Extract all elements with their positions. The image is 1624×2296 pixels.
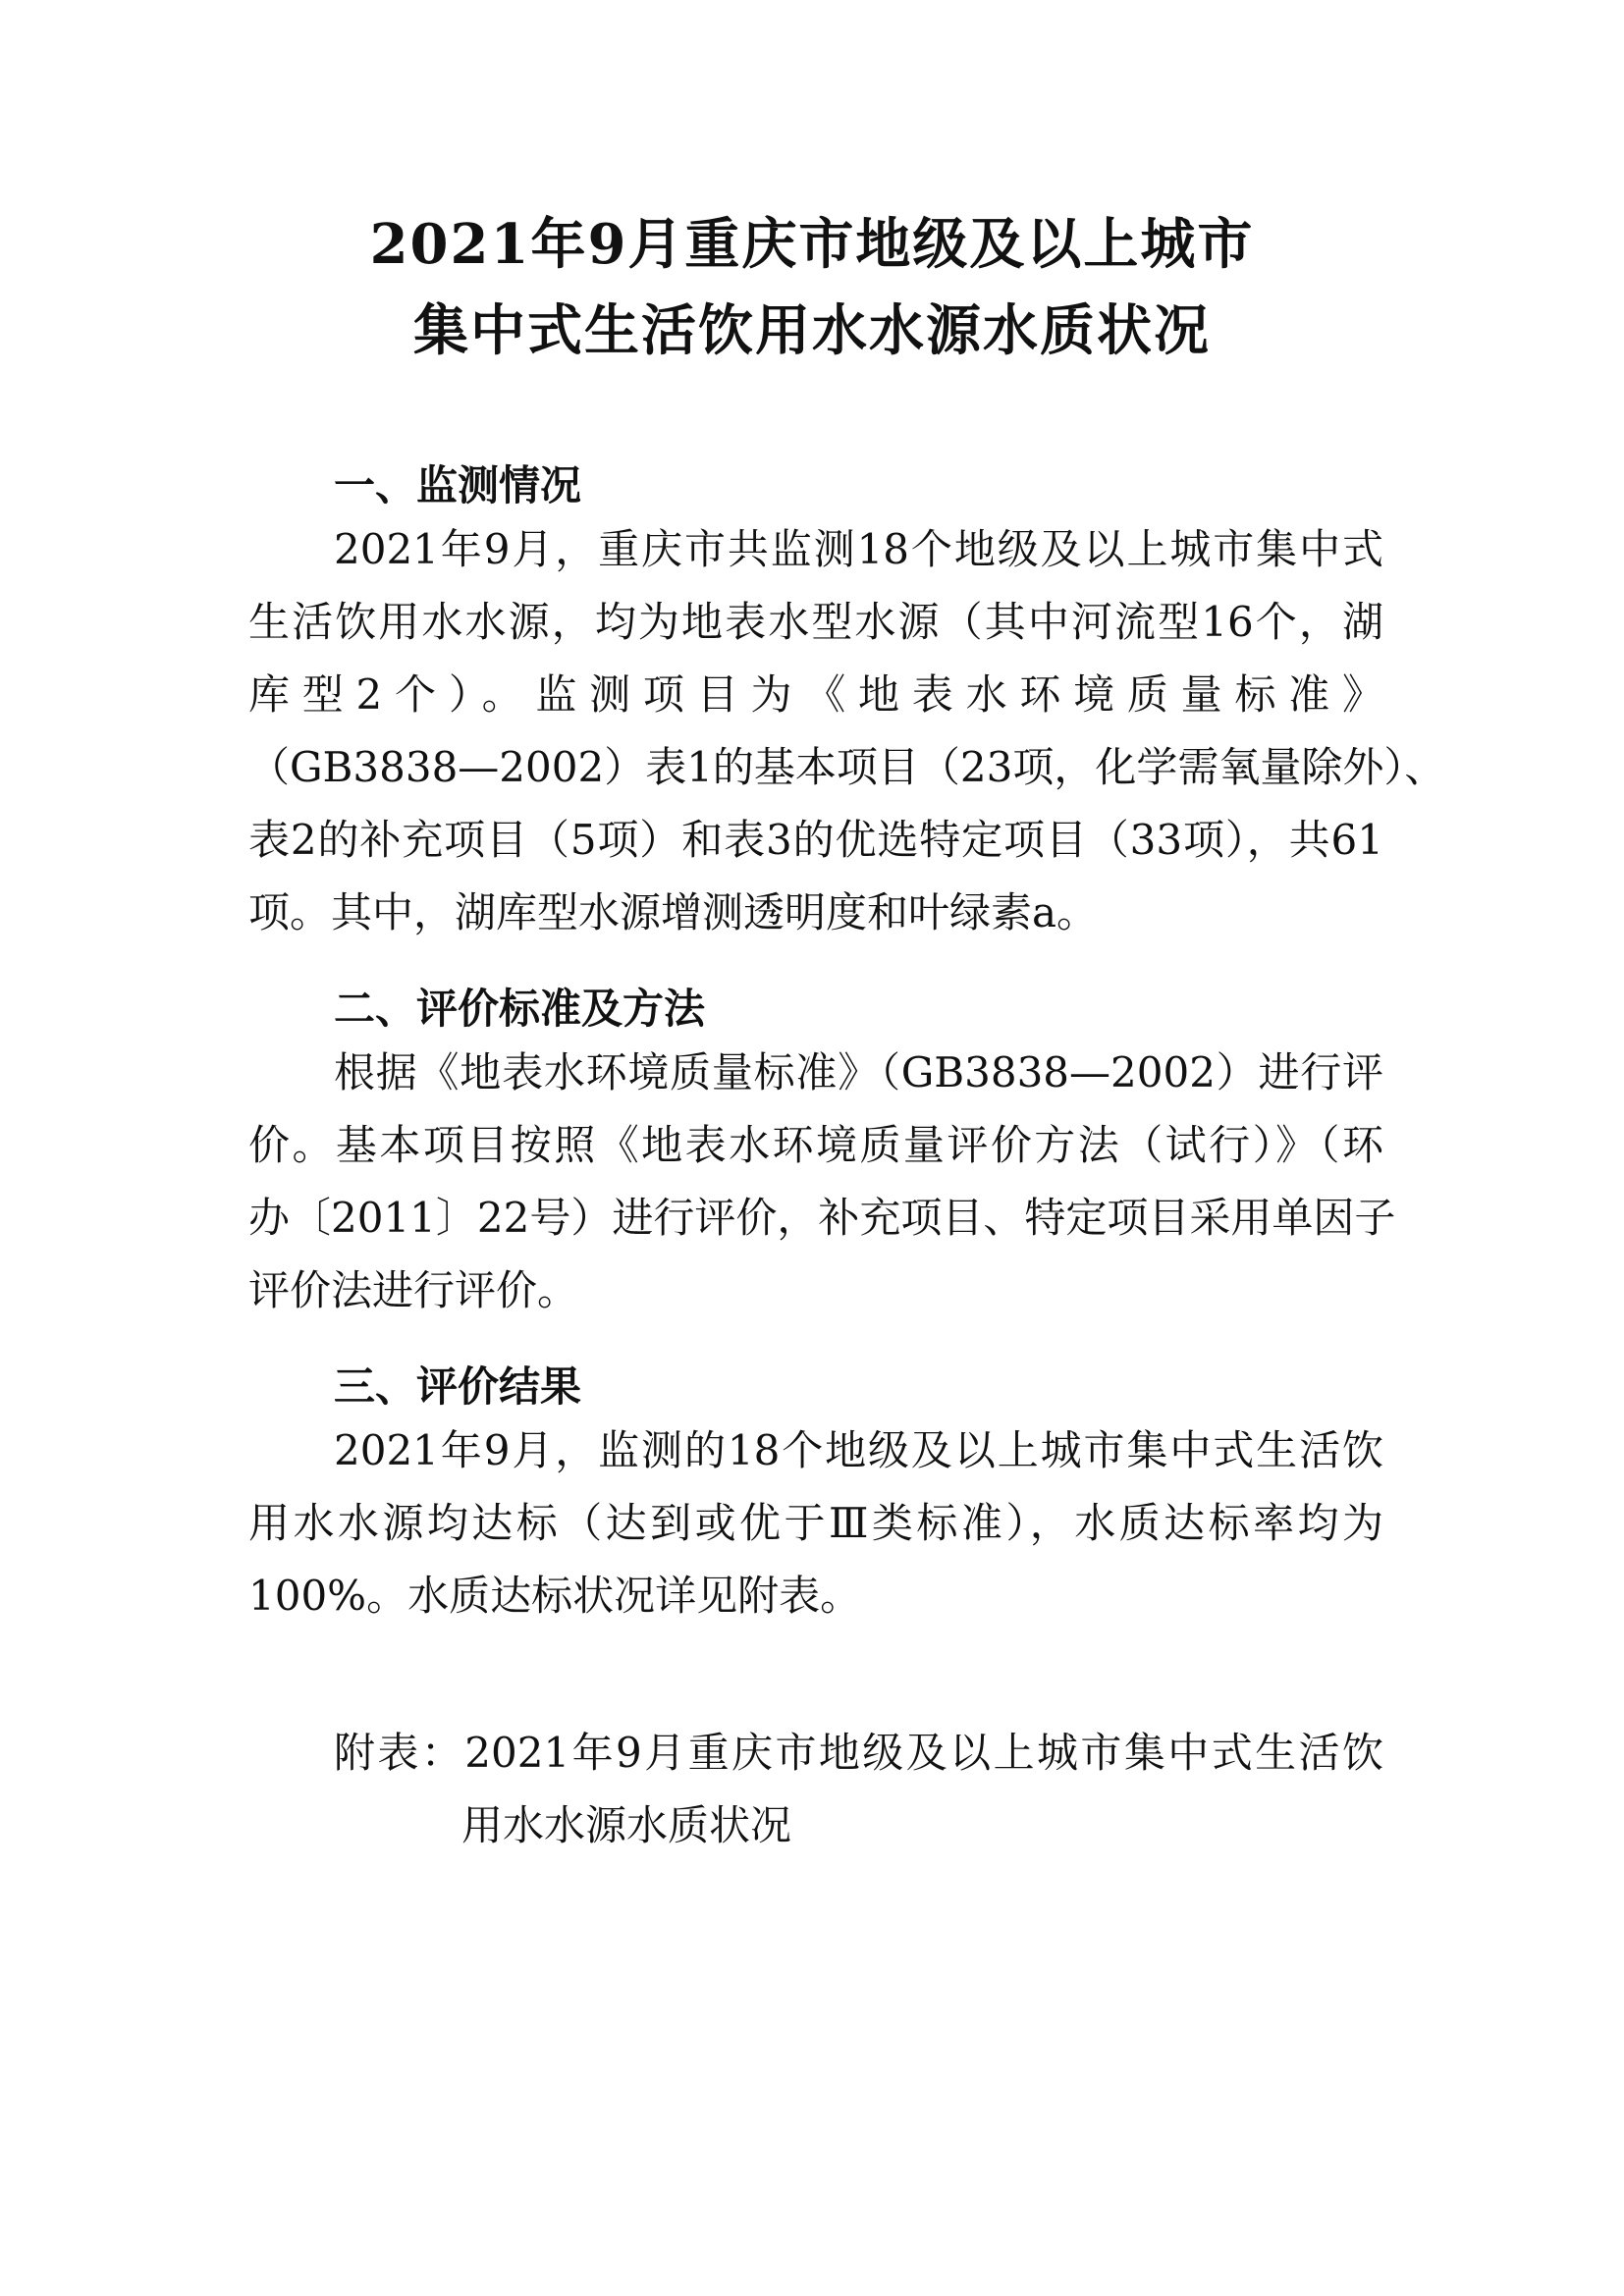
document-title-line-1: 2021年9月重庆市地级及以上城市 [369,212,1255,277]
section-2-heading: 二、评价标准及方法 [334,985,706,1033]
section-1-line-3: 库型2个）。监测项目为《地表水环境质量标准》 [248,670,1383,719]
attachment-line-2: 用水水源水质状况 [461,1801,792,1849]
section-1-heading: 一、监测情况 [334,461,582,509]
section-2-line-2: 价。基本项目按照《地表水环境质量评价方法（试行）》（环 [248,1121,1383,1169]
section-1-line-1: 2021年9月，重庆市共监测18个地级及以上城市集中式 [334,525,1383,573]
section-2-line-3: 办〔2011〕22号）进行评价，补充项目、特定项目采用单因子 [248,1194,1396,1242]
section-3-line-2: 用水水源均达标（达到或优于Ⅲ类标准），水质达标率均为 [248,1499,1383,1547]
document-title-line-2: 集中式生活饮用水水源水质状况 [413,298,1211,363]
section-3-line-3: 100%。水质达标状况详见附表。 [248,1572,862,1620]
section-1-line-2: 生活饮用水水源，均为地表水型水源（其中河流型16个，湖 [248,598,1383,646]
section-2-line-1: 根据《地表水环境质量标准》（GB3838—2002）进行评 [334,1048,1383,1096]
section-1-line-4: （GB3838—2002）表1的基本项目（23项，化学需氧量除外）、 [248,743,1446,791]
attachment-line-1: 附表：2021年9月重庆市地级及以上城市集中式生活饮 [334,1729,1383,1777]
section-1-line-6: 项。其中，湖库型水源增测透明度和叶绿素a。 [248,888,1099,936]
section-1-line-5: 表2的补充项目（5项）和表3的优选特定项目（33项），共61 [248,816,1383,864]
section-2-line-4: 评价法进行评价。 [248,1266,579,1314]
section-3-line-1: 2021年9月，监测的18个地级及以上城市集中式生活饮 [334,1426,1383,1474]
section-3-heading: 三、评价结果 [334,1362,582,1411]
